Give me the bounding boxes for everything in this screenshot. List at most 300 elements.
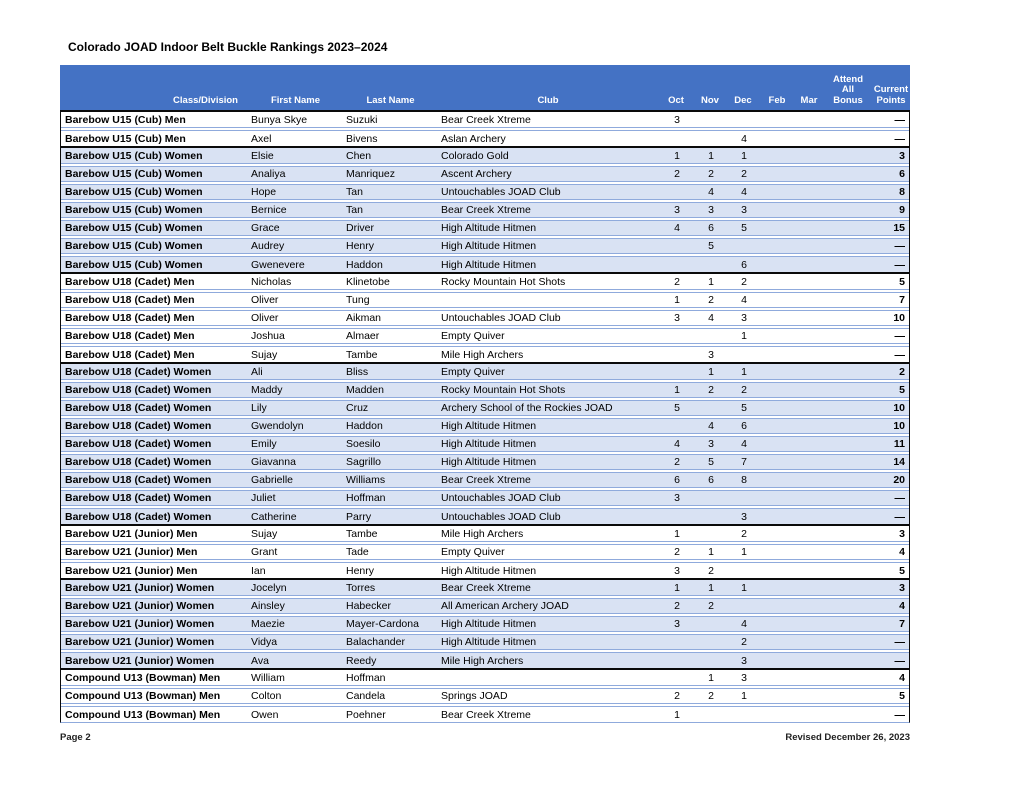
cell-first: Grant — [251, 546, 278, 558]
table-row — [61, 310, 909, 326]
cell-club: Untouchables JOAD Club — [441, 312, 561, 324]
cell-dec: 3 — [741, 671, 747, 684]
cell-oct: 2 — [674, 275, 680, 288]
cell-points: 3 — [899, 149, 905, 162]
cell-last: Balachander — [346, 636, 405, 648]
cell-oct: 2 — [674, 690, 680, 702]
table-row — [61, 508, 909, 524]
cell-oct: 3 — [674, 204, 680, 216]
cell-last: Soesilo — [346, 438, 381, 450]
table-row — [61, 148, 909, 164]
table-row — [61, 364, 909, 380]
cell-dec: 6 — [741, 258, 747, 271]
division-group — [61, 668, 909, 722]
cell-dec: 3 — [741, 654, 747, 667]
cell-first: Elsie — [251, 149, 274, 162]
division-group — [61, 146, 909, 272]
cell-class: Barebow U21 (Junior) Women — [65, 618, 215, 630]
cell-first: Emily — [251, 438, 277, 450]
cell-points: — — [894, 510, 905, 523]
cell-club: High Altitude Hitmen — [441, 258, 537, 271]
cell-club: Archery School of the Rockies JOAD — [441, 402, 613, 414]
cell-dec: 1 — [741, 581, 747, 594]
cell-club: High Altitude Hitmen — [441, 564, 537, 577]
cell-points: 3 — [899, 527, 905, 540]
cell-points: 11 — [893, 438, 905, 450]
cell-nov: 5 — [708, 240, 714, 252]
header-attend-line: Attend — [832, 73, 864, 85]
table-row — [61, 184, 909, 200]
cell-first: Colton — [251, 690, 282, 702]
table-row — [61, 562, 909, 578]
cell-points: 6 — [899, 168, 905, 180]
cell-nov: 1 — [708, 365, 714, 378]
cell-first: Oliver — [251, 312, 279, 324]
cell-points: — — [894, 132, 905, 145]
cell-first: Juliet — [251, 492, 276, 504]
cell-first: Sujay — [251, 527, 278, 540]
cell-points: 3 — [899, 581, 905, 594]
header-nov: Nov — [701, 94, 719, 106]
cell-nov: 4 — [708, 312, 714, 324]
cell-oct: 5 — [674, 402, 680, 414]
header-mar: Mar — [800, 94, 818, 106]
cell-first: Joshua — [251, 330, 285, 342]
cell-oct: 1 — [674, 384, 680, 396]
table-row — [61, 670, 909, 686]
cell-class: Barebow U18 (Cadet) Women — [65, 402, 212, 414]
cell-class: Barebow U21 (Junior) Women — [65, 654, 215, 667]
table-row — [61, 688, 909, 704]
header-club: Club — [537, 94, 559, 106]
cell-oct: 1 — [674, 149, 680, 162]
cell-last: Chen — [346, 149, 372, 162]
cell-dec: 4 — [741, 132, 747, 145]
cell-points: 8 — [899, 186, 905, 198]
cell-points: — — [894, 258, 905, 271]
cell-club: Mile High Archers — [441, 527, 524, 540]
cell-first: Nicholas — [251, 275, 292, 288]
cell-last: Haddon — [346, 420, 383, 432]
cell-club: Empty Quiver — [441, 330, 505, 342]
cell-last: Tung — [346, 294, 370, 306]
cell-nov: 2 — [708, 690, 714, 702]
cell-nov: 2 — [708, 384, 714, 396]
header-all-line: All — [841, 84, 855, 95]
cell-nov: 1 — [708, 275, 714, 288]
cell-class: Barebow U21 (Junior) Women — [65, 636, 215, 648]
cell-class: Barebow U15 (Cub) Women — [65, 258, 203, 271]
cell-points: 5 — [899, 690, 905, 702]
table-header-row — [60, 65, 910, 110]
cell-oct: 3 — [674, 618, 680, 630]
cell-class: Barebow U15 (Cub) Men — [65, 113, 186, 126]
cell-dec: 3 — [741, 510, 747, 523]
cell-oct: 3 — [674, 113, 680, 126]
cell-dec: 2 — [741, 384, 747, 396]
cell-club: Aslan Archery — [441, 132, 506, 145]
cell-oct: 6 — [674, 474, 680, 486]
cell-points: 14 — [893, 456, 905, 468]
cell-class: Barebow U15 (Cub) Women — [65, 186, 203, 198]
cell-class: Barebow U18 (Cadet) Men — [65, 294, 195, 306]
cell-class: Compound U13 (Bowman) Men — [65, 671, 221, 684]
header-current-line: Current — [873, 84, 909, 95]
cell-first: Oliver — [251, 294, 279, 306]
cell-nov: 1 — [708, 671, 714, 684]
cell-first: Ainsley — [251, 600, 285, 612]
cell-club: Untouchables JOAD Club — [441, 510, 561, 523]
cell-dec: 2 — [741, 636, 747, 648]
cell-points: 20 — [893, 474, 905, 486]
cell-last: Cruz — [346, 402, 369, 414]
cell-first: Analiya — [251, 168, 286, 180]
header-class-division: Class/Division — [173, 94, 238, 106]
cell-points: 5 — [899, 564, 905, 577]
table-row — [61, 274, 909, 290]
cell-club: High Altitude Hitmen — [441, 456, 537, 468]
cell-nov: 1 — [708, 546, 714, 558]
cell-dec: 2 — [741, 168, 747, 180]
table-row — [61, 598, 909, 614]
cell-first: Maezie — [251, 618, 285, 630]
cell-oct: 2 — [674, 456, 680, 468]
division-group — [61, 362, 909, 524]
header-current-points — [872, 85, 910, 110]
header-bonus-line: Bonus — [833, 94, 863, 106]
cell-nov: 3 — [708, 204, 714, 216]
header-points-line: Points — [876, 94, 906, 106]
cell-club: Rocky Mountain Hot Shots — [441, 275, 566, 288]
cell-club: High Altitude Hitmen — [441, 222, 537, 234]
cell-first: Bunya Skye — [251, 113, 308, 126]
cell-dec: 1 — [741, 546, 747, 558]
cell-club: Colorado Gold — [441, 149, 509, 162]
cell-club: Untouchables JOAD Club — [441, 186, 561, 198]
table-row — [61, 436, 909, 452]
cell-last: Tambe — [346, 348, 378, 361]
table-row — [61, 112, 909, 128]
cell-last: Madden — [346, 384, 384, 396]
cell-points: — — [894, 636, 905, 648]
cell-club: Bear Creek Xtreme — [441, 708, 531, 721]
table-row — [61, 454, 909, 470]
cell-last: Bliss — [346, 365, 369, 378]
cell-points: — — [894, 654, 905, 667]
cell-first: Jocelyn — [251, 581, 287, 594]
cell-nov: 6 — [708, 222, 714, 234]
cell-first: Sujay — [251, 348, 278, 361]
division-group — [61, 272, 909, 362]
cell-last: Torres — [346, 581, 376, 594]
cell-club: High Altitude Hitmen — [441, 636, 537, 648]
cell-class: Barebow U18 (Cadet) Women — [65, 474, 212, 486]
cell-class: Barebow U18 (Cadet) Women — [65, 384, 212, 396]
cell-dec: 8 — [741, 474, 747, 486]
cell-club: High Altitude Hitmen — [441, 240, 537, 252]
cell-oct: 1 — [674, 708, 680, 721]
cell-points: 10 — [893, 402, 905, 414]
table-row — [61, 220, 909, 236]
cell-dec: 4 — [741, 618, 747, 630]
cell-dec: 4 — [741, 438, 747, 450]
table-row — [61, 634, 909, 650]
cell-class: Barebow U21 (Junior) Men — [65, 564, 198, 577]
cell-nov: 1 — [708, 581, 714, 594]
cell-last: Candela — [346, 690, 386, 702]
header-feb: Feb — [768, 94, 786, 106]
cell-points: 4 — [899, 671, 905, 684]
cell-dec: 1 — [741, 330, 747, 342]
cell-last: Reedy — [346, 654, 377, 667]
cell-class: Barebow U18 (Cadet) Men — [65, 275, 195, 288]
cell-first: Bernice — [251, 204, 287, 216]
cell-points: 9 — [899, 204, 905, 216]
cell-points: 5 — [899, 384, 905, 396]
cell-nov: 2 — [708, 294, 714, 306]
cell-first: Gabrielle — [251, 474, 294, 486]
table-row — [61, 544, 909, 560]
page-number: Page 2 — [60, 732, 91, 743]
cell-class: Barebow U18 (Cadet) Women — [65, 492, 212, 504]
cell-points: — — [894, 113, 905, 126]
cell-first: Ian — [251, 564, 266, 577]
cell-oct: 3 — [674, 492, 680, 504]
cell-points: — — [894, 330, 905, 342]
cell-dec: 7 — [741, 456, 747, 468]
cell-last: Suzuki — [346, 113, 378, 126]
table-row — [61, 490, 909, 506]
cell-club: High Altitude Hitmen — [441, 618, 537, 630]
table-row — [61, 400, 909, 416]
cell-first: Catherine — [251, 510, 297, 523]
cell-club: Empty Quiver — [441, 546, 505, 558]
cell-points: — — [894, 348, 905, 361]
cell-oct: 2 — [674, 600, 680, 612]
cell-first: Ava — [251, 654, 269, 667]
cell-class: Barebow U15 (Cub) Women — [65, 240, 203, 252]
cell-class: Barebow U18 (Cadet) Women — [65, 456, 212, 468]
cell-oct: 4 — [674, 222, 680, 234]
cell-oct: 1 — [674, 294, 680, 306]
table-row — [61, 472, 909, 488]
cell-class: Barebow U21 (Junior) Men — [65, 546, 198, 558]
cell-points: — — [894, 492, 905, 504]
cell-points: 7 — [899, 294, 905, 306]
cell-club: Bear Creek Xtreme — [441, 474, 531, 486]
cell-class: Barebow U18 (Cadet) Women — [65, 365, 212, 378]
cell-last: Klinetobe — [346, 275, 390, 288]
cell-class: Barebow U21 (Junior) Women — [65, 581, 215, 594]
cell-club: All American Archery JOAD — [441, 600, 569, 612]
cell-class: Barebow U18 (Cadet) Women — [65, 510, 212, 523]
cell-club: Springs JOAD — [441, 690, 508, 702]
header-last-name: Last Name — [366, 94, 415, 106]
cell-dec: 1 — [741, 149, 747, 162]
cell-oct: 4 — [674, 438, 680, 450]
cell-dec: 2 — [741, 527, 747, 540]
cell-nov: 6 — [708, 474, 714, 486]
table-row — [61, 418, 909, 434]
cell-nov: 5 — [708, 456, 714, 468]
cell-club: Rocky Mountain Hot Shots — [441, 384, 566, 396]
cell-first: Gwenevere — [251, 258, 305, 271]
cell-first: Ali — [251, 365, 263, 378]
cell-points: 10 — [893, 420, 905, 432]
cell-nov: 2 — [708, 168, 714, 180]
cell-last: Driver — [346, 222, 374, 234]
cell-class: Compound U13 (Bowman) Men — [65, 690, 221, 702]
table-row — [61, 202, 909, 218]
cell-oct: 2 — [674, 168, 680, 180]
header-oct: Oct — [668, 94, 684, 106]
cell-first: Owen — [251, 708, 279, 721]
cell-points: 7 — [899, 618, 905, 630]
cell-class: Barebow U18 (Cadet) Women — [65, 420, 212, 432]
cell-club: Ascent Archery — [441, 168, 512, 180]
cell-points: 5 — [899, 275, 905, 288]
cell-last: Hoffman — [346, 671, 386, 684]
division-group — [61, 524, 909, 578]
table-row — [61, 328, 909, 344]
revision-date: Revised December 26, 2023 — [785, 732, 910, 743]
cell-dec: 1 — [741, 690, 747, 702]
cell-points: — — [894, 708, 905, 721]
table-row — [61, 706, 909, 722]
cell-club: High Altitude Hitmen — [441, 438, 537, 450]
cell-class: Barebow U18 (Cadet) Women — [65, 438, 212, 450]
cell-last: Parry — [346, 510, 372, 523]
cell-last: Tade — [346, 546, 369, 558]
cell-first: Audrey — [251, 240, 285, 252]
cell-dec: 4 — [741, 294, 747, 306]
cell-first: Giavanna — [251, 456, 296, 468]
cell-class: Barebow U21 (Junior) Men — [65, 527, 198, 540]
cell-first: Maddy — [251, 384, 283, 396]
header-attend-all-bonus — [824, 75, 872, 111]
cell-nov: 2 — [708, 600, 714, 612]
cell-points: 4 — [899, 546, 905, 558]
table-row — [61, 652, 909, 668]
cell-class: Barebow U18 (Cadet) Men — [65, 330, 195, 342]
cell-last: Haddon — [346, 258, 383, 271]
cell-oct: 1 — [674, 581, 680, 594]
table-body — [60, 110, 910, 723]
page-title: Colorado JOAD Indoor Belt Buckle Rankings 2023–2024 — [68, 40, 388, 54]
cell-club: Bear Creek Xtreme — [441, 581, 531, 594]
cell-last: Tan — [346, 204, 363, 216]
cell-club: Mile High Archers — [441, 654, 524, 667]
cell-first: William — [251, 671, 285, 684]
cell-last: Tambe — [346, 527, 378, 540]
header-first-name: First Name — [270, 94, 321, 106]
cell-dec: 3 — [741, 204, 747, 216]
table-row — [61, 256, 909, 272]
table-row — [61, 292, 909, 308]
cell-class: Barebow U15 (Cub) Women — [65, 149, 203, 162]
cell-last: Bivens — [346, 132, 378, 145]
cell-nov: 2 — [708, 564, 714, 577]
cell-first: Lily — [251, 402, 267, 414]
cell-class: Barebow U15 (Cub) Women — [65, 168, 203, 180]
cell-points: 2 — [899, 365, 905, 378]
cell-club: Untouchables JOAD Club — [441, 492, 561, 504]
cell-points: 10 — [893, 312, 905, 324]
table-row — [61, 616, 909, 632]
cell-first: Hope — [251, 186, 277, 198]
cell-first: Vidya — [251, 636, 278, 648]
rankings-table — [60, 65, 910, 723]
table-row — [61, 580, 909, 596]
cell-class: Barebow U15 (Cub) Women — [65, 222, 203, 234]
cell-last: Williams — [346, 474, 386, 486]
cell-class: Barebow U18 (Cadet) Men — [65, 312, 195, 324]
cell-points: — — [894, 240, 905, 252]
cell-dec: 1 — [741, 365, 747, 378]
division-group — [61, 578, 909, 668]
cell-club: Empty Quiver — [441, 365, 505, 378]
cell-dec: 2 — [741, 275, 747, 288]
table-row — [61, 166, 909, 182]
cell-first: Axel — [251, 132, 272, 145]
cell-last: Henry — [346, 240, 375, 252]
cell-nov: 4 — [708, 420, 714, 432]
cell-last: Habecker — [346, 600, 391, 612]
cell-first: Grace — [251, 222, 280, 234]
cell-dec: 3 — [741, 312, 747, 324]
cell-class: Compound U13 (Bowman) Men — [65, 708, 221, 721]
cell-club: Bear Creek Xtreme — [441, 204, 531, 216]
cell-nov: 3 — [708, 438, 714, 450]
cell-class: Barebow U15 (Cub) Men — [65, 132, 186, 145]
table-row — [61, 382, 909, 398]
page-footer — [60, 732, 910, 743]
cell-last: Poehner — [346, 708, 386, 721]
cell-last: Manriquez — [346, 168, 396, 180]
table-row — [61, 526, 909, 542]
cell-last: Aikman — [346, 312, 382, 324]
cell-club: Bear Creek Xtreme — [441, 113, 531, 126]
cell-dec: 6 — [741, 420, 747, 432]
cell-last: Mayer-Cardona — [346, 618, 419, 630]
table-row — [61, 130, 909, 146]
cell-club: Mile High Archers — [441, 348, 524, 361]
cell-last: Tan — [346, 186, 363, 198]
cell-class: Barebow U15 (Cub) Women — [65, 204, 203, 216]
cell-points: 15 — [893, 222, 905, 234]
cell-nov: 4 — [708, 186, 714, 198]
cell-last: Sagrillo — [346, 456, 382, 468]
table-row — [61, 346, 909, 362]
cell-oct: 3 — [674, 312, 680, 324]
cell-last: Almaer — [346, 330, 380, 342]
cell-oct: 2 — [674, 546, 680, 558]
cell-oct: 3 — [674, 564, 680, 577]
header-dec: Dec — [734, 94, 752, 106]
cell-first: Gwendolyn — [251, 420, 304, 432]
division-group — [61, 110, 909, 146]
cell-dec: 4 — [741, 186, 747, 198]
cell-club: High Altitude Hitmen — [441, 420, 537, 432]
cell-points: 4 — [899, 600, 905, 612]
cell-dec: 5 — [741, 222, 747, 234]
cell-oct: 1 — [674, 527, 680, 540]
cell-nov: 3 — [708, 348, 714, 361]
cell-last: Henry — [346, 564, 375, 577]
cell-nov: 1 — [708, 149, 714, 162]
cell-last: Hoffman — [346, 492, 386, 504]
table-row — [61, 238, 909, 254]
